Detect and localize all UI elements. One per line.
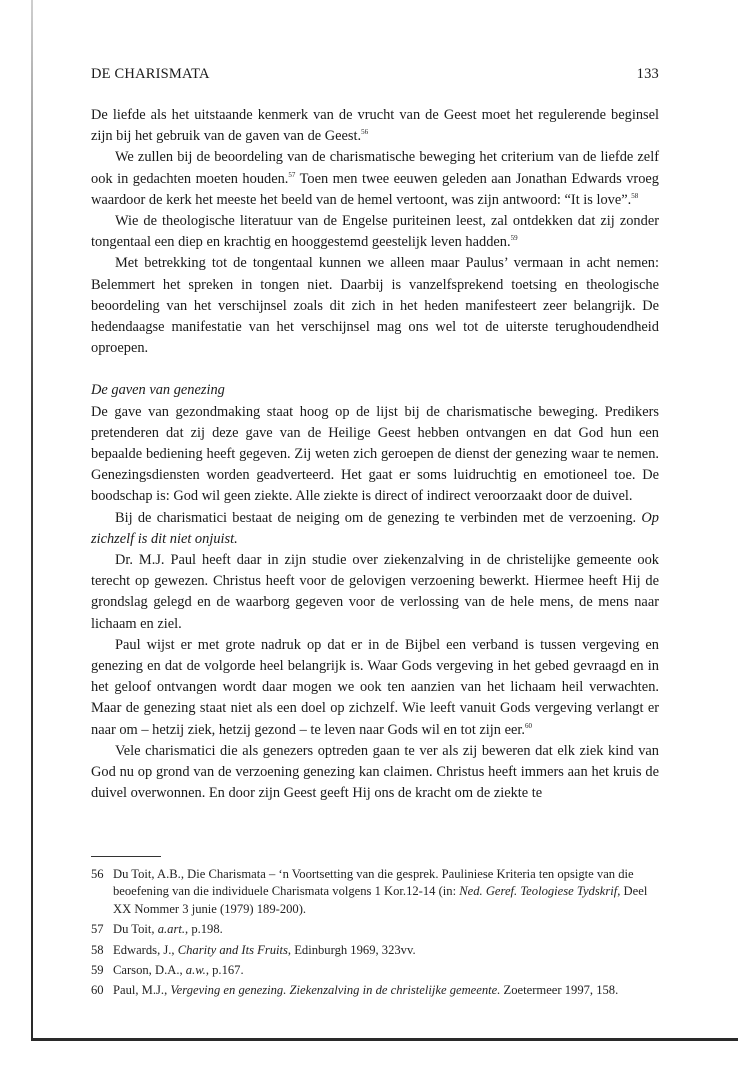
body-text — [91, 105, 659, 805]
footnote-ref-59[interactable]: 59 — [510, 234, 518, 243]
paragraph-9: Vele charismatici die als genezers optreden gaan te ver als zij beweren dat elk ziek kind van God nu op grond van de verzoening genezing kan claimen. Christus heeft immers aan het kruis de duivel overwonnen. En door zijn Geest geeft Hij ons de kracht om de ziekte te — [91, 742, 659, 802]
footnote-title: a.art. — [157, 922, 186, 937]
paragraph-5: De gave van gezondmaking staat hoog op de lijst bij de charismatische beweging. Predikers pretenderen dat zij deze gave van de Heilige Geest hebben ontvangen en dat God hun een bepaalde bediening heeft gegeven. Zij weten zich geroepen de dienst der genezing waar te nemen. Genezingsdiensten worden geadverteerd. Het gaat er soms luidruchtig en emotioneel toe. De boodschap is: God wil geen ziekte. Alle ziekte is direct of indirect veroorzaakt door de duivel. — [91, 403, 659, 505]
paragraph-1-text: De liefde als het uitstaande kenmerk van de vrucht van de Geest moet het regulerende beginsel zijn bij het gebruik van de gaven van de Geest. — [91, 107, 659, 145]
footnote-text: Carson, D.A., — [113, 963, 186, 978]
footnote-number: 59 — [91, 963, 104, 978]
footnote-number: 56 — [91, 867, 104, 881]
footnote-60 — [91, 982, 659, 999]
footnote-text: Du Toit, — [113, 922, 158, 937]
paragraph-6-italic: Op zichzelf is dit niet onjuist. — [91, 509, 659, 547]
footnotes — [91, 866, 659, 1003]
scan-edge-left — [31, 0, 33, 1040]
footnote-text: Zoetermeer 1997, 158. — [500, 983, 619, 998]
footnote-text: , p.167. — [205, 963, 244, 978]
footnote-number: 60 — [91, 983, 104, 998]
running-header — [91, 66, 659, 83]
paragraph-8 — [91, 635, 659, 741]
footnote-ref-60[interactable]: 60 — [524, 721, 532, 730]
footnote-title: a.w. — [185, 963, 206, 978]
footnote-59 — [91, 962, 659, 979]
footnote-text: , Deel XX Nommer 3 junie (1979) 189-200). — [113, 884, 648, 916]
paragraph-1 — [91, 105, 659, 147]
paragraph-4: Met betrekking tot de tongentaal kunnen we alleen maar Paulus’ vermaan in acht nemen: Belemmert het spreken in tongen niet. Daarbij is vanzelfsprekend toetsing en theologische beoordeling van het verschijnsel zoals dit zich in het heden manifesteert zeer belangrijk. De hedendaagse manifestatie van het verschijnsel mag ons wel tot de uiterste terughoudendheid oproepen. — [91, 255, 659, 357]
paragraph-2 — [91, 147, 659, 211]
footnote-text: Du Toit, A.B., Die Charismata – ‘n Voortsetting van die gesprek. Pauliniese Kriteria ten opsigte van die beoefening van die individuele Charismata volgens 1 Kor.12-14 (in: — [113, 867, 634, 899]
paragraph-3 — [91, 211, 659, 253]
footnote-number: 57 — [91, 922, 104, 937]
paragraph-2-text-b: Toen men twee eeuwen geleden aan Jonathan Edwards vroeg waardoor de kerk het meeste het beeld van de hemel vertoont, was zijn antwoord: “It is love”. — [91, 170, 659, 208]
paragraph-7: Dr. M.J. Paul heeft daar in zijn studie over ziekenzalving in de christelijke gemeente ook terecht op gewezen. Christus heeft voor de gelovigen verzoening bewerkt. Hiermee heeft Hij de grondslag gelegd en de waarborg gegeven voor de verlossing van de hele mens, de mens naar lichaam en ziel. — [91, 552, 659, 632]
section-heading: De gaven van genezing — [91, 382, 225, 399]
footnote-title: Vergeving en genezing. Ziekenzalving in de christelijke gemeente. — [170, 983, 501, 998]
running-title: DE CHARISMATA — [91, 66, 210, 82]
footnote-56 — [91, 866, 659, 918]
footnote-text: , Edinburgh 1969, 323vv. — [287, 942, 416, 957]
footnote-text: , p.198. — [185, 922, 223, 937]
scan-edge-bottom — [31, 1038, 738, 1041]
footnote-number: 58 — [91, 942, 104, 957]
section-gap — [91, 359, 659, 380]
footnote-ref-56[interactable]: 56 — [361, 128, 369, 137]
footnote-text: Edwards, J., — [113, 942, 178, 957]
page-number: 133 — [636, 66, 659, 82]
paragraph-3-text: Wie de theologische literatuur van de Engelse puriteinen leest, zal ontdekken dat zij zonder tongentaal een diep en krachtig en hooggestemd geestelijk leven hadden. — [91, 213, 659, 251]
footnote-rule — [91, 856, 161, 857]
paragraph-6 — [91, 508, 659, 550]
paragraph-8-text: Paul wijst er met grote nadruk op dat er in de Bijbel een verband is tussen vergeving en genezing en dat de volgorde heel belangrijk is. Waar Gods vergeving in het gebed gevraagd en in het geloof ontvangen wordt daar mogen we ook ten aanzien van het lichaam heil verwachten. Maar de genezing staat niet als een doel op zichzelf. Wie leeft vanuit Gods vergeving verlangt er naar om – hetzij ziek, hetzij gezond – te leven naar Gods wil en tot zijn eer. — [91, 636, 659, 738]
footnote-title: Ned. Geref. Teologiese Tydskrif — [459, 884, 618, 899]
footnote-title: Charity and Its Fruits — [177, 942, 288, 957]
footnote-58 — [91, 942, 659, 959]
footnote-ref-58[interactable]: 58 — [631, 192, 639, 201]
paragraph-6-text: Bij de charismatici bestaat de neiging om de genezing te verbinden met de verzoening. — [115, 509, 642, 526]
footnote-57 — [91, 921, 659, 938]
footnote-text: Paul, M.J., — [113, 983, 171, 998]
footnote-ref-57[interactable]: 57 — [288, 170, 296, 179]
paragraph-2-text-a: We zullen bij de beoordeling van de charismatische beweging het criterium van de liefde zelf ook in gedachten moeten houden. — [91, 149, 659, 187]
